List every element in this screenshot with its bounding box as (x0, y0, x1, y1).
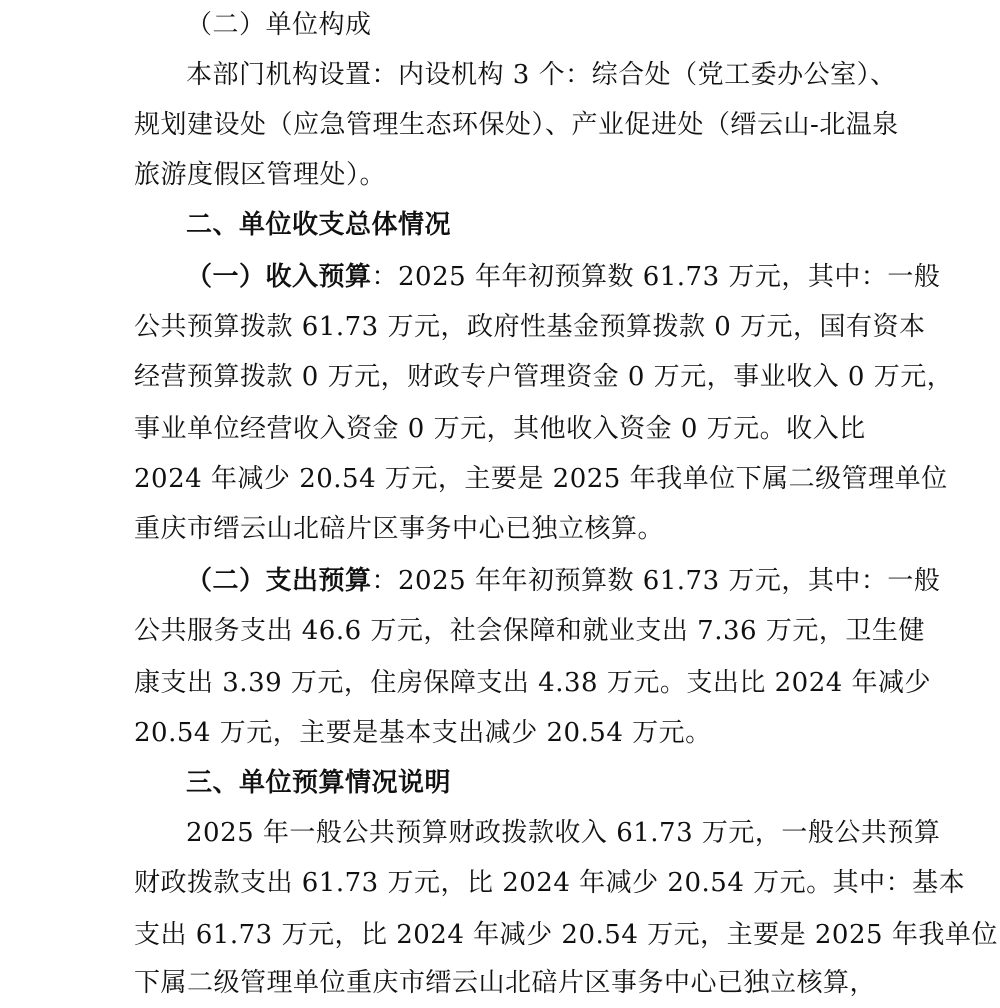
paragraph-line (0, 808, 1000, 858)
paragraph-line (0, 858, 1000, 908)
paragraph-line (0, 454, 1000, 504)
line-text: 2024 年减少 20.54 万元，主要是 2025 年我单位下属二级管理单位 (134, 464, 948, 494)
line-text: 20.54 万元，主要是基本支出减少 20.54 万元。 (134, 718, 712, 748)
paragraph-line (0, 708, 1000, 758)
line-text: 旅游度假区管理处）。 (134, 160, 387, 190)
paragraph-line (0, 50, 1000, 100)
line-text: 本部门机构设置：内设机构 3 个：综合处（党工委办公室）、 (186, 60, 897, 90)
line-text: ：2025 年年初预算数 61.73 万元，其中：一般 (371, 262, 941, 292)
subheading-income-budget: （一）收入预算 (186, 262, 372, 292)
line-text: 重庆市缙云山北碚片区事务中心已独立核算。 (134, 514, 665, 544)
paragraph-line (0, 910, 1000, 960)
line-text: 三、单位预算情况说明 (186, 768, 452, 798)
paragraph-line (0, 404, 1000, 454)
line-text: 下属二级管理单位重庆市缙云山北碚片区事务中心已独立核算， (134, 968, 877, 998)
paragraph-line (0, 150, 1000, 200)
section-heading-income-expense (0, 200, 1000, 250)
line-text: 事业单位经营收入资金 0 万元，其他收入资金 0 万元。收入比 (134, 414, 866, 444)
line-text: 2025 年一般公共预算财政拨款收入 61.73 万元，一般公共预算 (186, 818, 941, 848)
paragraph-line (0, 504, 1000, 554)
line-text: 公共服务支出 46.6 万元，社会保障和就业支出 7.36 万元，卫生健 (134, 616, 925, 646)
paragraph-line (0, 352, 1000, 402)
line-text: 规划建设处（应急管理生态环保处）、产业促进处（缙云山-北温泉 (134, 110, 899, 140)
section-heading-unit-composition (0, 0, 1000, 50)
paragraph-line-income-budget (0, 252, 1000, 302)
subheading-expense-budget: （二）支出预算 (186, 566, 372, 596)
line-text: 经营预算拨款 0 万元，财政专户管理资金 0 万元，事业收入 0 万元， (134, 362, 954, 392)
paragraph-line (0, 302, 1000, 352)
paragraph-line (0, 658, 1000, 708)
line-text: 财政拨款支出 61.73 万元，比 2024 年减少 20.54 万元。其中：基本 (134, 868, 966, 898)
paragraph-line (0, 100, 1000, 150)
line-text: 二、单位收支总体情况 (186, 210, 452, 240)
section-heading-budget-explanation (0, 758, 1000, 808)
line-text: ：2025 年年初预算数 61.73 万元，其中：一般 (371, 566, 941, 596)
line-text: 康支出 3.39 万元，住房保障支出 4.38 万元。支出比 2024 年减少 (134, 668, 932, 698)
line-text: 支出 61.73 万元，比 2024 年减少 20.54 万元，主要是 2025 年我单位 (134, 920, 998, 950)
line-text: （二）单位构成 (186, 10, 372, 40)
line-text: 公共预算拨款 61.73 万元，政府性基金预算拨款 0 万元，国有资本 (134, 312, 926, 342)
paragraph-line (0, 958, 1000, 1008)
paragraph-line (0, 606, 1000, 656)
paragraph-line-expense-budget (0, 556, 1000, 606)
